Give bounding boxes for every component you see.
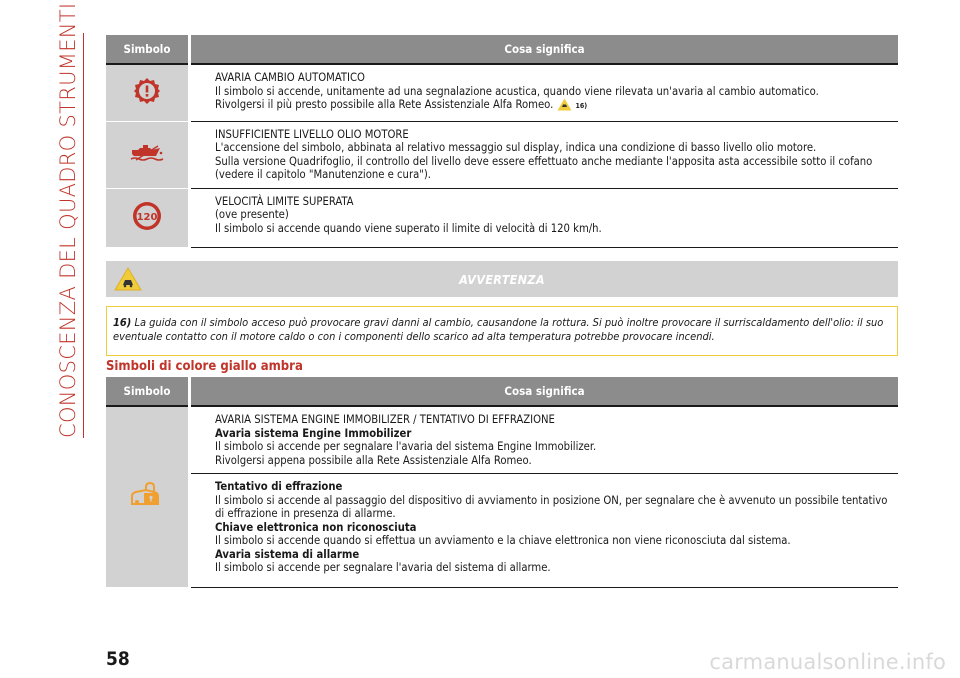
symbol-cell bbox=[106, 121, 190, 188]
symbol-cell bbox=[106, 64, 190, 121]
description-line: L'accensione del simbolo, abbinata al relativo messaggio sul display, indica una condizione di basso livello olio motore. bbox=[215, 141, 817, 154]
meaning-cell bbox=[190, 64, 899, 121]
table-header bbox=[106, 35, 898, 64]
description-line: Il simbolo si accende per segnalare l'avaria del sistema Engine Immobilizer. bbox=[215, 440, 597, 453]
side-chapter-title: CONOSCENZA DEL QUADRO STRUMENTI bbox=[56, 2, 80, 438]
table-row bbox=[106, 474, 898, 588]
watermark: carmanualsonline.info bbox=[709, 650, 946, 674]
warning-body bbox=[106, 306, 898, 356]
note-reference: 16) bbox=[575, 102, 588, 110]
warning-text: La guida con il simbolo acceso può provocare gravi danni al cambio, causandone la rottura. Si può inoltre provocare il surriscaldamento dell'olio: il suo eventuale contatto con il motore caldo o con i componenti dello scarico ad alta temperatura potrebbe provocare incendi. bbox=[113, 316, 884, 343]
table-row bbox=[106, 406, 898, 474]
warning-number: 16) bbox=[113, 316, 132, 329]
speed-limit-value: 120 bbox=[136, 212, 158, 223]
description-line: Sulla versione Quadrifoglio, il controllo del livello deve essere effettuato anche mediante l'apposita asta accessibile sotto il cofano (vedere il capitolo "Manutenzione e cura"). bbox=[215, 154, 873, 181]
amber-symbols-table bbox=[106, 377, 898, 588]
table-row bbox=[106, 121, 898, 188]
gearbox-fault-icon bbox=[133, 77, 161, 105]
description-line: Il simbolo si accende al passaggio del dispositivo di avviamento in posizione ON, per segnalare che è avvenuto un possibile tentativo di effrazione in presenza di allarme. bbox=[215, 493, 888, 520]
immobilizer-lock-icon bbox=[130, 482, 164, 508]
col-symbol-header: Simbolo bbox=[106, 35, 190, 64]
symbol-cell bbox=[106, 406, 190, 587]
description-line: Il simbolo si accende quando viene superato il limite di velocità di 120 km/h. bbox=[215, 221, 602, 235]
subheading: Avaria sistema di allarme bbox=[215, 547, 360, 561]
col-symbol-header: Simbolo bbox=[106, 377, 190, 406]
description-line: Il simbolo si accende, unitamente ad una segnalazione acustica, quando viene rilevata un'avaria al cambio automatico. bbox=[215, 84, 819, 98]
subheading: Tentativo di effrazione bbox=[215, 480, 343, 493]
table-row bbox=[106, 64, 898, 121]
side-rule bbox=[83, 33, 84, 438]
meaning-cell bbox=[190, 406, 899, 474]
description-line: Rivolgersi appena possibile alla Rete Assistenziale Alfa Romeo. bbox=[215, 453, 532, 467]
description-line: Il simbolo si accende quando si effettua un avviamento e la chiave elettronica non viene riconosciuta dal sistema. bbox=[215, 534, 791, 547]
meaning-cell bbox=[190, 188, 899, 248]
description-line: Rivolgersi il più presto possibile alla Rete Assistenziale Alfa Romeo. 16) bbox=[215, 98, 892, 115]
col-meaning-header: Cosa significa bbox=[190, 377, 899, 406]
page-number: 58 bbox=[106, 648, 130, 670]
description-line: Il simbolo si accende per segnalare l'avaria del sistema di allarme. bbox=[215, 561, 551, 574]
symbol-title: INSUFFICIENTE LIVELLO OLIO MOTORE bbox=[215, 127, 409, 141]
red-symbols-table bbox=[106, 35, 898, 248]
meaning-cell bbox=[190, 474, 899, 588]
section-title: Simboli di colore giallo ambra bbox=[106, 359, 303, 374]
oil-level-icon bbox=[130, 144, 164, 162]
table-row bbox=[106, 188, 898, 248]
speed-limit-icon bbox=[132, 201, 162, 231]
symbol-title: VELOCITÀ LIMITE SUPERATA bbox=[215, 194, 354, 208]
description-line: (ove presente) bbox=[215, 208, 289, 221]
meaning-cell bbox=[190, 121, 899, 188]
table-header bbox=[106, 377, 898, 406]
symbol-title: AVARIA CAMBIO AUTOMATICO bbox=[215, 71, 365, 84]
subheading: Chiave elettronica non riconosciuta bbox=[215, 520, 417, 534]
warning-header bbox=[106, 261, 898, 297]
col-meaning-header: Cosa significa bbox=[190, 35, 899, 64]
warning-triangle-icon bbox=[557, 98, 572, 115]
subheading: Avaria sistema Engine Immobilizer bbox=[215, 426, 412, 440]
warning-title: AVVERTENZA bbox=[459, 272, 545, 287]
symbol-cell bbox=[106, 188, 190, 248]
symbol-title: AVARIA SISTEMA ENGINE IMMOBILIZER / TENTATIVO DI EFFRAZIONE bbox=[215, 413, 555, 426]
